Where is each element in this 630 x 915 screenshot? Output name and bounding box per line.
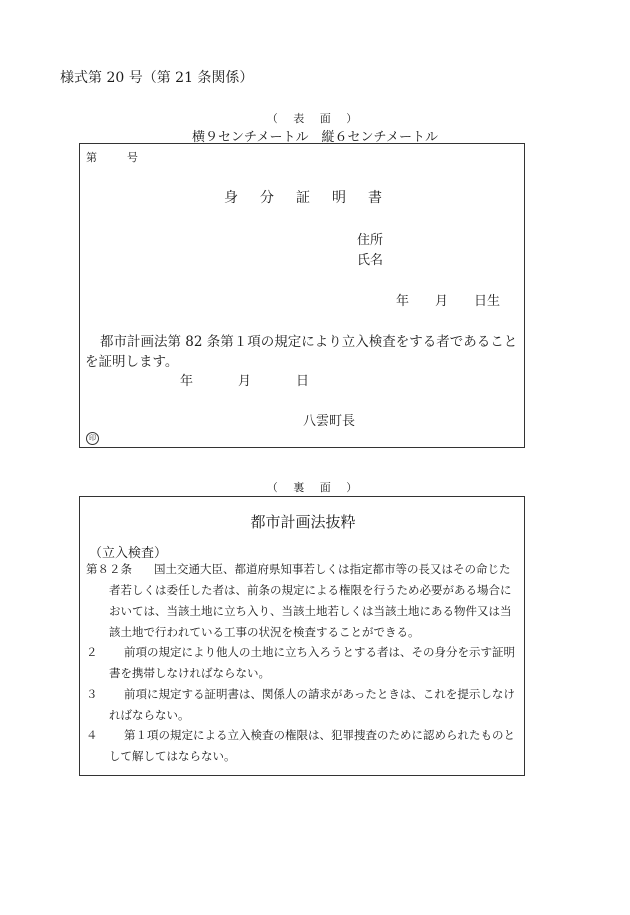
law-text-line: 者若しくは委任した者は、前条の規定による権限を行うため必要がある場合に: [109, 583, 512, 597]
form-title: 様式第 20 号（第 21 条関係）: [60, 70, 254, 86]
paragraph-number: ３: [86, 687, 98, 701]
id-card-back: [79, 496, 525, 776]
article-number: 第８２条: [86, 562, 132, 576]
issue-day: 日: [296, 374, 310, 389]
issue-date: [180, 370, 309, 389]
certification-text-line-1: 都市計画法第 82 条第１項の規定により立入検査をする者であること: [100, 334, 518, 350]
section-title: （立入検査）: [89, 546, 168, 561]
birth-date: [396, 290, 500, 309]
card-number-suffix: 号: [127, 151, 138, 164]
law-text-line: おいては、当該土地に立ち入り、当該土地若しくは当該土地にある物件又は当: [109, 604, 512, 618]
birth-year: 年: [396, 294, 410, 309]
issue-year: 年: [180, 374, 194, 389]
law-text-line: 書を携帯しなければならない。: [109, 666, 270, 680]
law-text-line: 第１項の規定による立入検査の権限は、犯罪捜査のために認められたものと: [124, 728, 515, 742]
law-text-line: ればならない。: [109, 708, 190, 722]
law-text-line: して解してはならない。: [109, 749, 236, 763]
paragraph-number: ２: [86, 645, 98, 659]
certification-text-line-2: を証明します。: [85, 354, 179, 370]
card-number-prefix: 第: [86, 151, 97, 164]
card-size-note: 横９センチメートル 縦６センチメートル: [192, 130, 438, 145]
issue-month: 月: [238, 374, 252, 389]
front-side-label: （ 表 面 ）: [266, 112, 364, 125]
name-label: 氏名: [357, 253, 384, 268]
birth-day: 日生: [474, 294, 501, 309]
back-side-label: （ 裏 面 ）: [266, 481, 364, 494]
law-text-line: 前項に規定する証明書は、関係人の請求があったときは、これを提示しなけ: [124, 687, 515, 701]
issuer-name: 八雲町長: [303, 414, 356, 429]
seal-icon: 印: [86, 432, 99, 445]
law-text-line: 国土交通大臣、都道府県知事若しくは指定都市等の長又はその命じた: [154, 562, 511, 576]
id-card-front: [79, 143, 525, 448]
law-excerpt-title: 都市計画法抜粋: [250, 513, 356, 531]
law-text-line: 前項の規定により他人の土地に立ち入ろうとする者は、その身分を示す証明: [124, 645, 515, 659]
card-heading: 身分証明書: [224, 190, 404, 206]
address-label: 住所: [357, 233, 384, 248]
paragraph-number: ４: [86, 728, 98, 742]
card-number: [86, 149, 138, 165]
law-text-line: 該土地で行われている工事の状況を検査することができる。: [109, 625, 420, 639]
birth-month: 月: [435, 294, 449, 309]
